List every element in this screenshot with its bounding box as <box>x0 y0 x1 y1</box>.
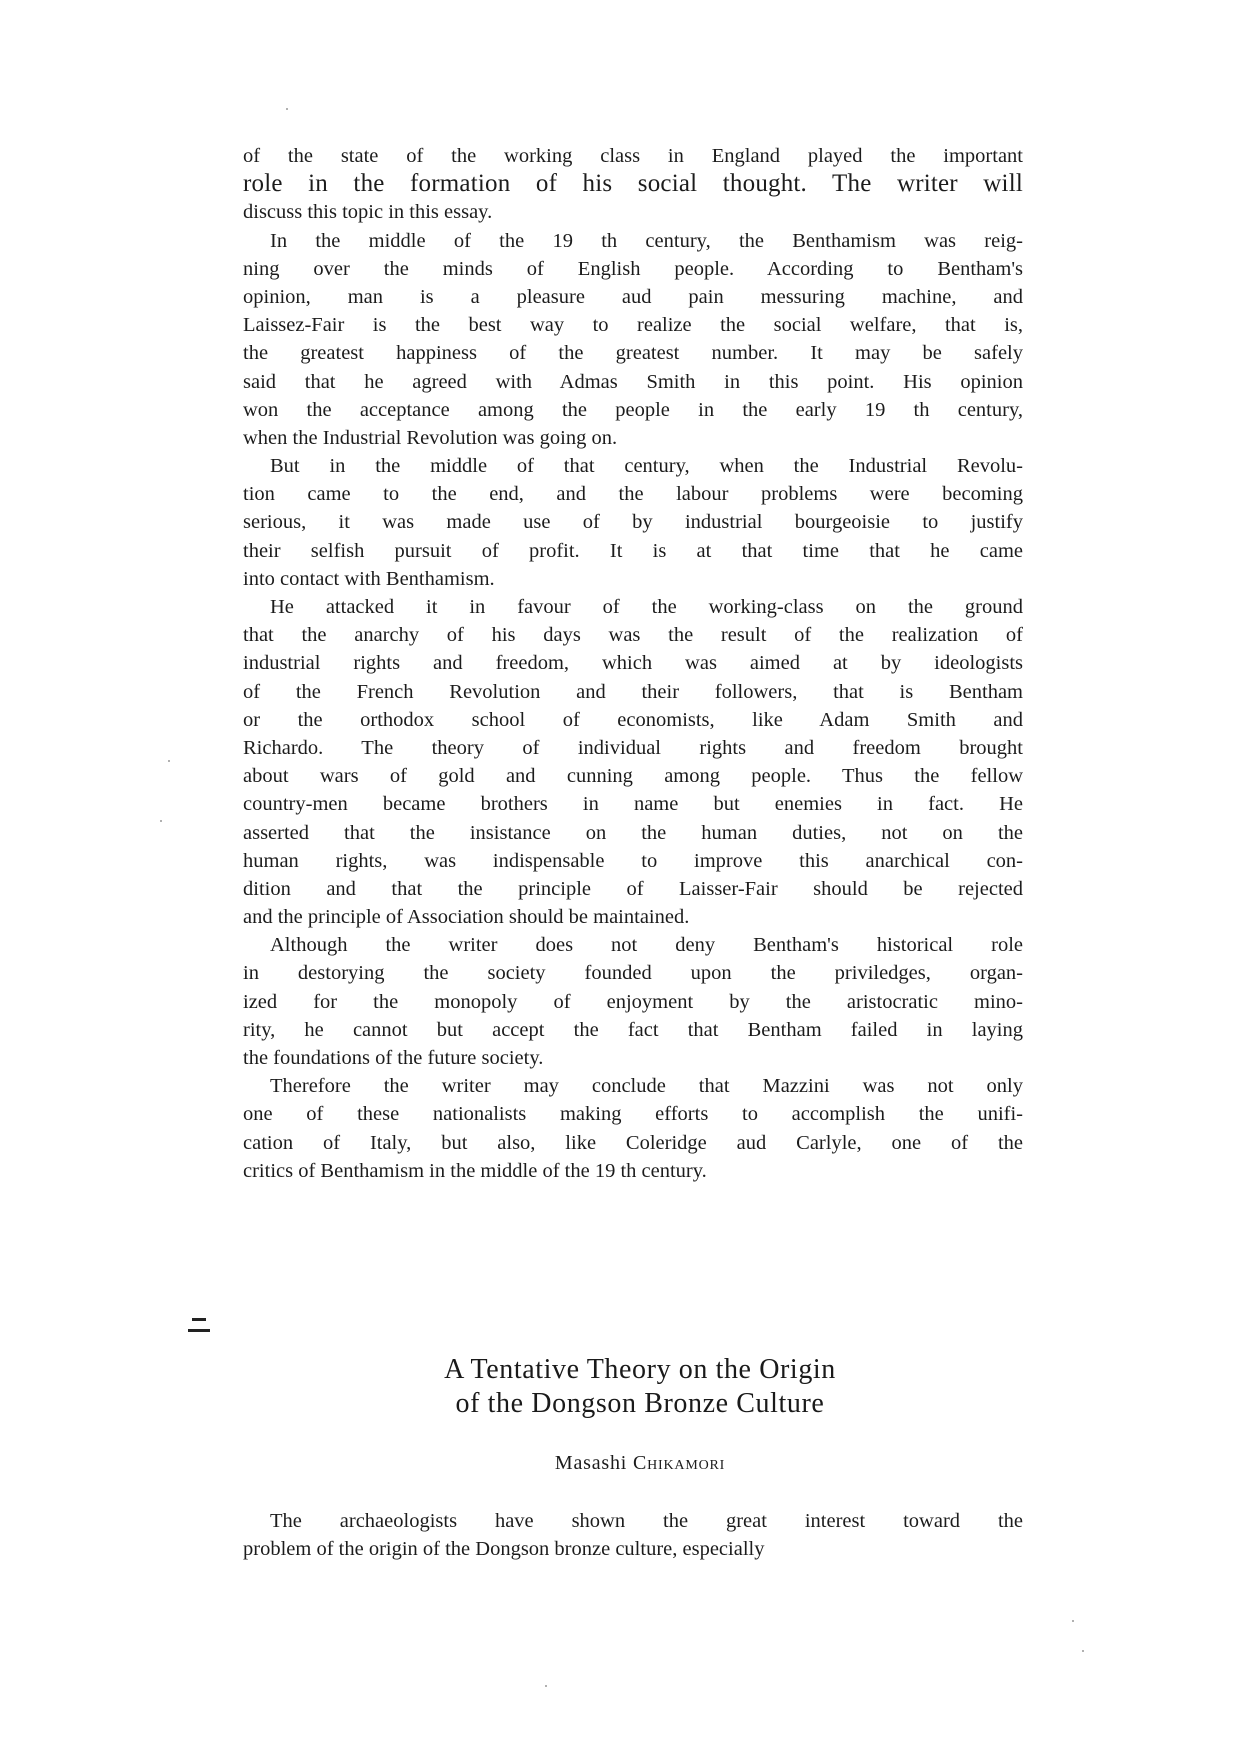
text-line: opinion, man is a pleasure aud pain messuring machine, and <box>243 285 1023 308</box>
paragraph <box>243 142 1023 227</box>
text-line: won the acceptance among the people in the early 19 th century, <box>243 398 1023 421</box>
scan-speck <box>286 108 288 110</box>
scan-speck <box>1072 1620 1074 1622</box>
paragraph <box>243 227 1023 453</box>
text-line: their selfish pursuit of profit. It is at that time that he came <box>243 539 1023 562</box>
text-line: Therefore the writer may conclude that Mazzini was not only <box>270 1075 1023 1098</box>
scan-speck <box>168 760 170 762</box>
text-line: or the orthodox school of economists, like Adam Smith and <box>243 708 1023 731</box>
text-line: that the anarchy of his days was the result of the realization of <box>243 624 1023 647</box>
text-line: He attacked it in favour of the working-class on the ground <box>270 596 1023 618</box>
text-line: Richardo. The theory of individual rights and freedom brought <box>243 736 1023 759</box>
text-line: role in the formation of his social thought. The writer will <box>243 170 1023 198</box>
text-line: ized for the monopoly of enjoyment by the aristocratic mino- <box>243 990 1023 1013</box>
text-line: Although the writer does not deny Bentham's historical role <box>270 934 1023 957</box>
paragraph <box>243 1507 1023 1563</box>
text-line: and the principle of Association should be maintained. <box>243 906 690 929</box>
article-author <box>300 1452 980 1475</box>
paragraph <box>243 452 1023 593</box>
text-line: the greatest happiness of the greatest number. It may be safely <box>243 342 1023 365</box>
author-given-name: Masashi <box>554 1452 628 1474</box>
text-line: cation of Italy, but also, like Coleridge aud Carlyle, one of the <box>243 1131 1023 1154</box>
page-marker-stroke <box>188 1329 210 1332</box>
paragraph <box>243 931 1023 1072</box>
text-line: of the state of the working class in England played the important <box>243 145 1023 167</box>
text-line: about wars of gold and cunning among people. Thus the fellow <box>243 765 1023 788</box>
paragraph <box>243 593 1023 931</box>
text-line: problem of the origin of the Dongson bronze culture, especially <box>243 1538 765 1561</box>
text-line: country-men became brothers in name but enemies in fact. He <box>243 793 1023 816</box>
page-number-marker <box>188 1318 210 1340</box>
text-line: In the middle of the 19 th century, the Benthamism was reig- <box>270 229 1023 252</box>
text-line: when the Industrial Revolution was going on. <box>243 426 618 449</box>
paragraph <box>243 1072 1023 1185</box>
text-line: into contact with Benthamism. <box>243 567 495 590</box>
text-line: But in the middle of that century, when the Industrial Revolu- <box>270 455 1023 478</box>
text-line: of the French Revolution and their followers, that is Bentham <box>243 680 1023 703</box>
text-line: industrial rights and freedom, which was aimed at by ideologists <box>243 652 1023 675</box>
text-line: asserted that the insistance on the human duties, not on the <box>243 821 1023 844</box>
text-line: Laissez-Fair is the best way to realize the social welfare, that is, <box>243 314 1023 337</box>
text-line: discuss this topic in this essay. <box>243 201 493 224</box>
text-line: one of these nationalists making efforts to accomplish the unifi- <box>243 1103 1023 1126</box>
page-marker-stroke <box>192 1318 206 1321</box>
text-line: dition and that the principle of Laisser-Fair should be rejected <box>243 877 1023 900</box>
scan-speck <box>160 820 162 822</box>
text-line: tion came to the end, and the labour problems were becoming <box>243 483 1023 506</box>
scan-speck <box>545 1685 547 1687</box>
article-title-line: A Tentative Theory on the Origin <box>444 1354 836 1385</box>
text-line: rity, he cannot but accept the fact that Bentham failed in laying <box>243 1018 1023 1041</box>
author-family-name: Chikamori <box>632 1452 726 1474</box>
text-line: ning over the minds of English people. According to Bentham's <box>243 257 1023 280</box>
text-line: serious, it was made use of by industrial bourgeoisie to justify <box>243 511 1023 534</box>
text-line: critics of Benthamism in the middle of the 19 th century. <box>243 1159 707 1182</box>
text-line: human rights, was indispensable to improve this anarchical con- <box>243 849 1023 872</box>
text-line: said that he agreed with Admas Smith in this point. His opinion <box>243 370 1023 393</box>
article-body-text <box>243 1507 1023 1563</box>
text-line: the foundations of the future society. <box>243 1047 544 1069</box>
text-line: The archaeologists have shown the great interest toward the <box>270 1510 1023 1532</box>
article-title-line: of the Dongson Bronze Culture <box>455 1388 825 1419</box>
scan-speck <box>1082 1650 1084 1652</box>
essay-conclusion-text <box>243 142 1023 1185</box>
text-line: in destorying the society founded upon the priviledges, organ- <box>243 962 1023 985</box>
article-title <box>300 1353 980 1421</box>
